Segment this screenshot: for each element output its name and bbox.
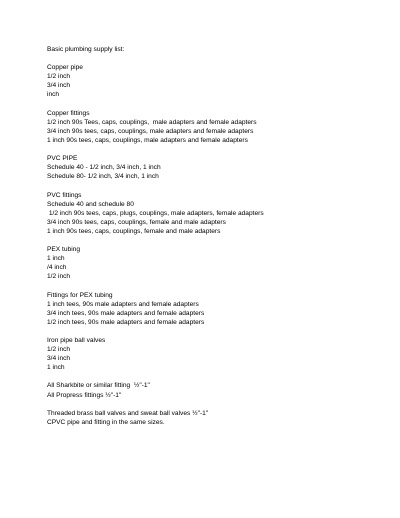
section-heading: PEX tubing [47, 246, 80, 254]
list-item: inch [47, 91, 60, 99]
section-pvc-pipe [47, 154, 380, 181]
list-item: 1 inch tees, 90s male adapters and female adapters [47, 300, 199, 308]
list-item: /4 inch [47, 264, 67, 272]
list-item: 1/2 inch 90s tees, caps, plugs, couplings, male adapters, female adapters [47, 209, 264, 217]
section-heading: All Sharkbite or similar fitting ½"-1" [47, 382, 150, 390]
list-item: 1/2 inch [47, 346, 71, 354]
document-title: Basic plumbing supply list: [47, 46, 125, 53]
spacer [47, 236, 380, 245]
spacer [47, 145, 380, 154]
section-heading: PVC PIPE [47, 155, 78, 163]
list-item: 1/2 inch tees, 90s male adapters and female adapters [47, 318, 205, 326]
section-pex-tubing [47, 245, 380, 281]
section-heading: Fittings for PEX tubing [47, 291, 113, 299]
list-item: CPVC pipe and fitting in the same sizes. [47, 418, 165, 426]
section-copper-pipe [47, 63, 380, 99]
list-item: 3/4 inch tees, 90s male adapters and female adapters [47, 309, 205, 317]
list-item: 3/4 inch 90s tees, caps, couplings, female and male adapters [47, 218, 226, 226]
list-item: 1 inch [47, 255, 65, 263]
section-iron-ball-valves [47, 336, 380, 372]
list-item: 3/4 inch [47, 82, 71, 90]
section-pex-fittings [47, 291, 380, 327]
spacer [47, 100, 380, 109]
list-item: All Propress fittings ½"-1" [47, 391, 122, 399]
list-item: 3/4 inch 90s tees, caps, couplings, male adapters and female adapters [47, 127, 254, 135]
list-item: Schedule 40 and schedule 80 [47, 200, 134, 208]
list-item: 3/4 inch [47, 355, 71, 363]
section-pvc-fittings [47, 191, 380, 236]
section-heading: Copper fittings [47, 109, 90, 117]
section-heading: Copper pipe [47, 64, 83, 72]
spacer [47, 372, 380, 381]
list-item: 1/2 inch 90s Tees, caps, couplings, male adapters and female adapters [47, 118, 257, 126]
list-item: 1 inch [47, 364, 65, 372]
spacer [47, 181, 380, 190]
section-heading: Threaded brass ball valves and sweat ball valves ½"-1" [47, 409, 209, 417]
section-ball-valves-cpvc [47, 409, 380, 427]
section-heading: PVC fittings [47, 191, 82, 199]
spacer [47, 400, 380, 409]
section-heading: Iron pipe ball valves [47, 337, 106, 344]
spacer [47, 54, 380, 63]
list-item: 1/2 inch [47, 273, 71, 281]
list-item: 1/2 inch [47, 73, 71, 81]
spacer [47, 327, 380, 336]
section-sharkbite-propress [47, 381, 380, 399]
list-item: 1 inch 90s tees, caps, couplings, female and male adapters [47, 227, 221, 235]
list-item: 1 inch 90s tees, caps, couplings, male adapters and female adapters [47, 136, 248, 144]
section-copper-fittings [47, 109, 380, 145]
list-item: Schedule 80- 1/2 inch, 3/4 inch, 1 inch [47, 173, 159, 181]
list-item: Schedule 40 - 1/2 inch, 3/4 inch, 1 inch [47, 164, 161, 172]
spacer [47, 281, 380, 290]
